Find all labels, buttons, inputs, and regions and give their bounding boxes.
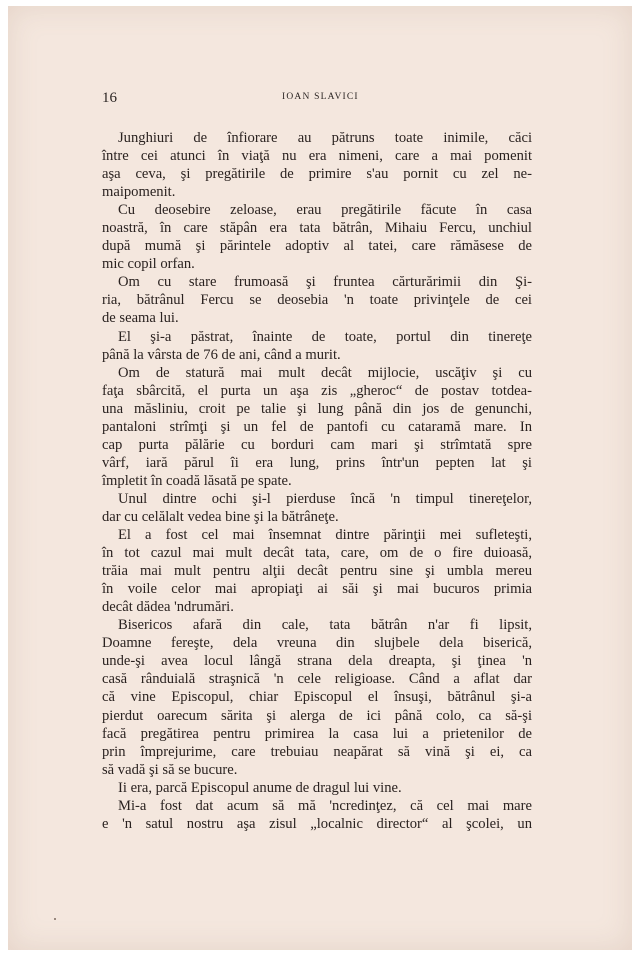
text-line: mic copil orfan. — [102, 256, 195, 273]
page-number: 16 — [102, 90, 117, 106]
text-line: Om de statură mai mult decât mijlocie, uscăţiv şi cu — [118, 364, 532, 381]
text-line: e 'n satul nostru aşa zisul „localnic director“ al şcolei, un — [102, 815, 532, 832]
text-line: pantaloni strîmţi şi un fel de pantofi cu cataramă mare. In — [102, 418, 532, 435]
text-line: Om cu stare frumoasă şi fruntea cărturărimii din Şi- — [118, 274, 532, 291]
text-line: ria, bătrânul Fercu se deosebia 'n toate privinţele de cei — [102, 292, 532, 309]
text-line: maipomenit. — [102, 184, 176, 201]
text-line: cap purta pălărie cu borduri cam mari şi strîmtată spre — [102, 436, 532, 453]
scan-speck — [54, 918, 56, 920]
text-line: facă pregătirea pentru primirea la casa lui a prietenilor de — [102, 725, 532, 742]
text-line: Cu deosebire zeloase, erau pregătirile făcute în casa — [118, 202, 532, 219]
text-line: vârf, iară părul îi era lung, prins într'un pepten lat şi — [102, 454, 532, 471]
text-line: El şi-a păstrat, înainte de toate, portul din tinereţe — [118, 328, 532, 345]
text-line: prin împrejurime, care trebuiau neapărat să vină şi ei, ca — [102, 743, 532, 760]
text-line: unde-şi avea locul lângă strana dela dreapta, şi ţinea 'n — [102, 653, 532, 670]
text-line: să vadă şi să se bucure. — [102, 761, 238, 778]
text-line: Unul dintre ochi şi-l pierduse încă 'n timpul tinereţelor, — [118, 490, 532, 507]
text-line: Junghiuri de înfiorare au pătruns toate inimile, căci — [118, 130, 532, 146]
text-line: decât dădea 'ndrumări. — [102, 599, 234, 616]
text-line: până la vârsta de 76 de ani, când a murit. — [102, 346, 341, 363]
text-line: El a fost cel mai însemnat dintre părinţii mei sufleteşti, — [118, 527, 532, 544]
text-line: noastră, în care stăpân era tata bătrân, Mihaiu Fercu, unchiul — [102, 220, 532, 237]
text-line: de seama lui. — [102, 310, 179, 327]
running-head: IOAN SLAVICI — [282, 92, 359, 102]
text-line: Bisericos afară din cale, tata bătrân n'ar fi lipsit, — [118, 617, 532, 634]
text-line: că vine Episcopul, chiar Episcopul el însuşi, bătrânul şi-a — [102, 689, 532, 706]
text-line: în tot cazul mai mult decât tata, care, om de o fire duioasă, — [102, 545, 532, 562]
text-line: una măsliniu, croit pe talie şi lung până din jos de genunchi, — [102, 400, 532, 417]
text-line: pierdut oarecum sărita şi alerga de ici până colo, ca să-şi — [102, 707, 532, 724]
text-line: aşa ceva, şi pregătirile de primire s'au pornit cu zel ne- — [102, 166, 532, 183]
text-line: între cei atunci în viaţă nu era nimeni, care a mai pomenit — [102, 148, 532, 165]
page-header — [102, 86, 532, 110]
text-line: în voile celor mai apropiaţi ai săi şi mai bucuros primia — [102, 581, 532, 598]
text-line: Doamne fereşte, dela vreuna din slujbele dela biserică, — [102, 635, 532, 652]
text-line: Ii era, parcă Episcopul anume de dragul lui vine. — [118, 779, 402, 796]
text-line: trăia mai mult pentru alţii decât pentru sine şi umbla mereu — [102, 563, 532, 580]
text-line: după mumă şi părintele adoptiv al tatei, care rămăsese de — [102, 238, 532, 255]
body-text — [102, 129, 532, 833]
text-line: casă rânduială straşnică 'n cele religioase. Când a aflat dar — [102, 671, 532, 688]
text-line: Mi-a fost dat acum să mă 'ncredinţez, că cel mai mare — [118, 797, 532, 814]
text-line: dar cu celălalt vedea bine şi la bătrâneţe. — [102, 508, 339, 525]
text-line: faţa sbârcită, el purta un aşa zis „gheroc“ de postav totdea- — [102, 382, 532, 399]
text-line: împletit în coadă lăsată pe spate. — [102, 472, 292, 489]
